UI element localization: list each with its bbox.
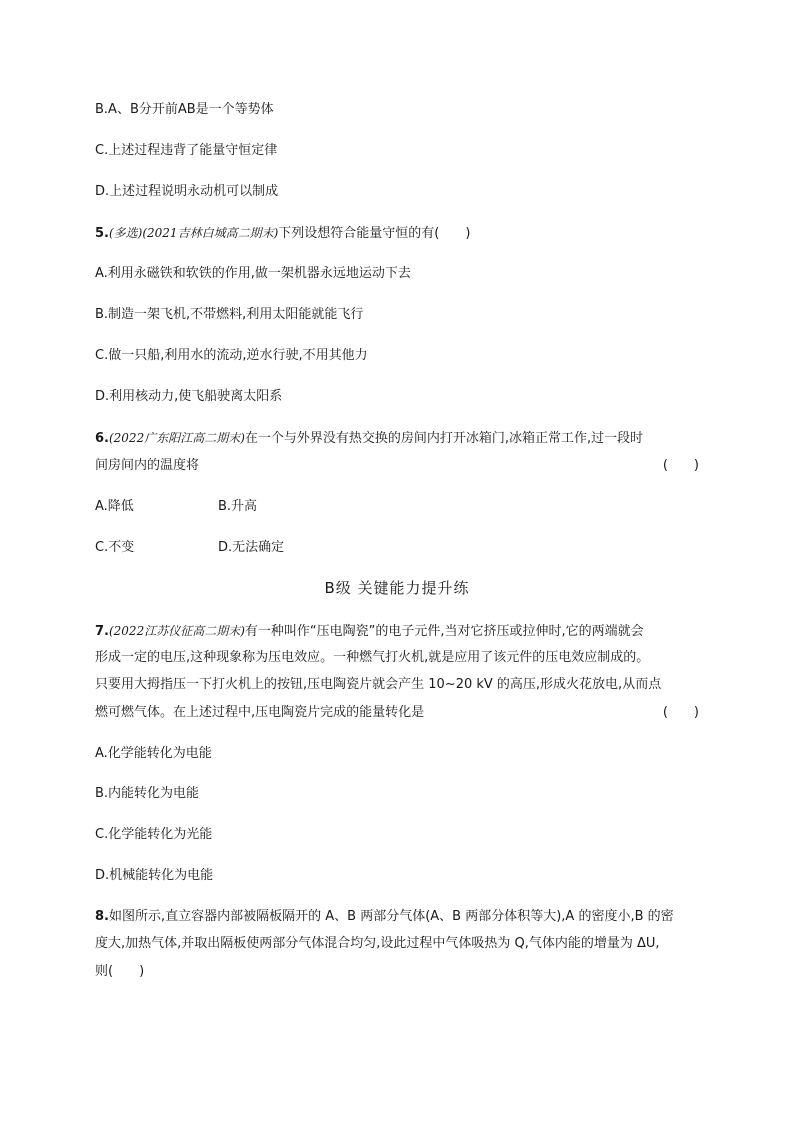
q5-stem-text: 下列设想符合能量守恒的有( ) bbox=[278, 226, 471, 241]
q5-option-b: B.制造一架飞机,不带燃料,利用太阳能就能飞行 bbox=[95, 307, 364, 322]
q6-stem-text1: 在一个与外界没有热交换的房间内打开冰箱门,冰箱正常工作,过一段时 bbox=[244, 431, 644, 446]
q5-stem bbox=[95, 223, 699, 244]
q6-source: (2022广东阳江高二期末) bbox=[108, 431, 245, 445]
section-heading: B级 关键能力提升练 bbox=[324, 579, 470, 597]
q6-option-a: A.降低 bbox=[95, 499, 134, 514]
q6-option-c: C.不变 bbox=[95, 540, 135, 555]
q5-option-a: A.利用永磁铁和软铁的作用,做一架机器永远地运动下去 bbox=[95, 266, 411, 281]
q6-option-b: B.升高 bbox=[218, 499, 258, 514]
q5-option-d: D.利用核动力,使飞船驶离太阳系 bbox=[95, 389, 283, 404]
q7-option-c: C.化学能转化为光能 bbox=[95, 827, 213, 842]
q7-stem-line1 bbox=[95, 621, 699, 642]
q4-option-b: B.A、B分开前AB是一个等势体 bbox=[95, 102, 274, 117]
q7-stem-line4 bbox=[95, 703, 699, 723]
q7-stem-text4: 燃可燃气体。在上述过程中,压电陶瓷片完成的能量转化是 bbox=[95, 705, 425, 720]
q6-answer-bracket: ( ) bbox=[662, 458, 699, 473]
q7-option-b: B.内能转化为电能 bbox=[95, 786, 200, 801]
q5-source: (多选)(2021吉林白城高二期末) bbox=[108, 226, 279, 240]
q7-option-d: D.机械能转化为电能 bbox=[95, 868, 214, 883]
q7-stem-line2: 形成一定的电压,这种现象称为压电效应。一种燃气打火机,就是应用了该元件的压电效应制成的。 bbox=[95, 650, 650, 665]
q5-option-c: C.做一只船,利用水的流动,逆水行驶,不用其他力 bbox=[95, 348, 368, 363]
q7-source: (2022江苏仪征高二期末) bbox=[108, 624, 245, 638]
q6-stem-text2: 间房间内的温度将 bbox=[95, 458, 200, 473]
q6-number: 6. bbox=[95, 431, 109, 446]
q7-answer-bracket: ( ) bbox=[662, 705, 699, 720]
q8-number: 8. bbox=[95, 909, 109, 924]
q5-number: 5. bbox=[95, 226, 109, 241]
q4-option-d: D.上述过程说明永动机可以制成 bbox=[95, 184, 279, 199]
q8-stem-line1 bbox=[95, 907, 699, 927]
q6-stem-line1 bbox=[95, 428, 699, 449]
q7-option-a: A.化学能转化为电能 bbox=[95, 746, 212, 761]
q6-option-d: D.无法确定 bbox=[218, 540, 285, 555]
q4-option-c: C.上述过程违背了能量守恒定律 bbox=[95, 143, 278, 158]
q7-number: 7. bbox=[95, 624, 109, 639]
q8-stem-text1: 如图所示,直立容器内部被隔板隔开的 A、B 两部分气体(A、B 两部分体积等大),A 的密度小,B 的密 bbox=[108, 909, 674, 924]
q7-stem-text1: 有一种叫作“压电陶瓷”的电子元件,当对它挤压或拉伸时,它的两端就会 bbox=[244, 624, 644, 639]
q6-stem-line2 bbox=[95, 456, 699, 476]
q7-stem-line3: 只要用大拇指压一下打火机上的按钮,压电陶瓷片就会产生 10~20 kV 的高压,形成火花放电,从而点 bbox=[95, 677, 662, 692]
q8-stem-line3: 则( ) bbox=[95, 964, 145, 979]
q8-stem-line2: 度大,加热气体,并取出隔板使两部分气体混合均匀,设此过程中气体吸热为 Q,气体内能的增量为 ΔU, bbox=[95, 936, 660, 951]
